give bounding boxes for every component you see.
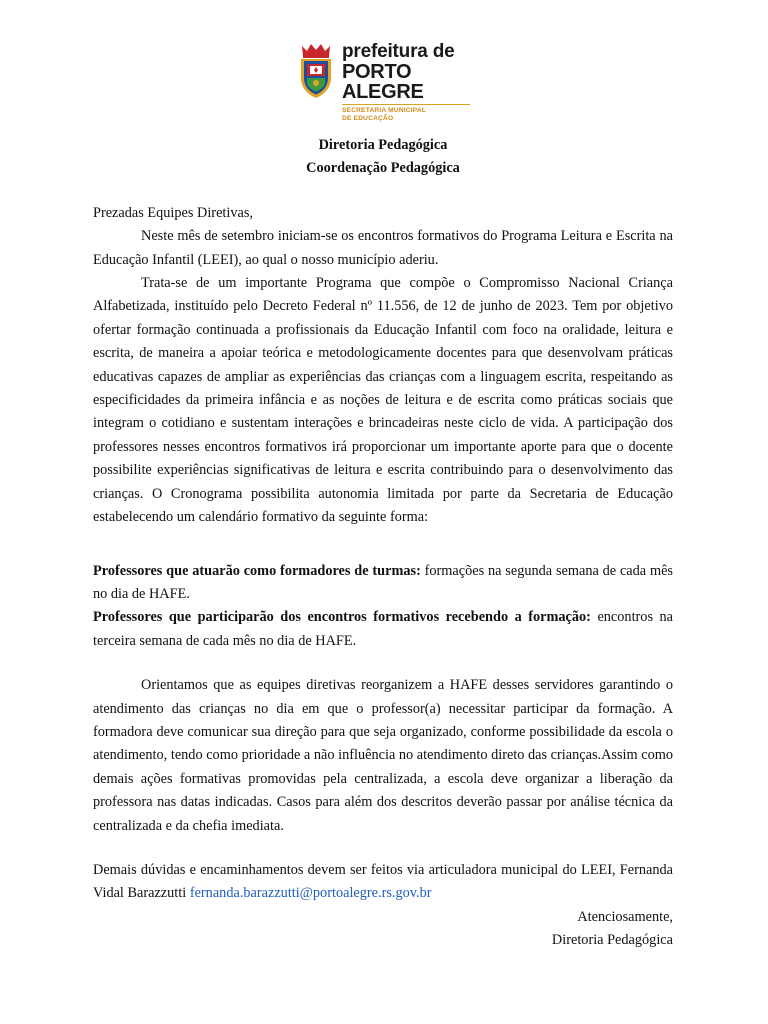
logo-wordmark [342,42,476,123]
contact-paragraph [93,859,673,906]
salutation: Prezadas Equipes Diretivas, [93,204,253,221]
logo-sub2: DE EDUCAÇÃO [342,115,394,122]
schedule-item-1-label: Professores que atuarão como formadores de turmas: [93,562,421,579]
paragraph-2: Trata-se de um importante Programa que compõe o Compromisso Nacional Criança Alfabetizada, instituído pelo Decreto Federal nº 11.556, de 12 de junho de 2023. Tem por objetivo ofertar formação continuada a profissionais da Educação Infantil com foco na oralidade, leitura e escrita, de maneira a apoiar teórica e metodologicamente docentes para que desenvolvam práticas educativas capazes de ampliar as experiências das crianças com a linguagem escrita, respeitando as especificidades da primeira infância e as noções de leitura e de escrita como práticas sociais que integram o cotidiano e sustentam interações e brincadeiras neste ciclo de vida. A participação dos professores nesses encontros formativos irá proporcionar um importante aporte para que o docente possibilite experiências significativas de leitura e escrita contribuindo para o desenvolvimento das crianças. O Cronograma possibilita autonomia limitada por parte da Secretaria de Educação estabelecendo um calendário formativo da seguinte forma: [93,275,673,526]
letter-body [93,134,673,953]
contact-text: Demais dúvidas e encaminhamentos devem ser feitos via articuladora municipal do LEEI, Fernanda Vidal Barazzutti [93,861,673,902]
logo-sub1: SECRETARIA MUNICIPAL [342,107,427,114]
schedule-item-2 [93,606,673,653]
paragraph-1: Neste mês de setembro iniciam-se os encontros formativos do Programa Leitura e Escrita na Educação Infantil (LEEI), ao qual o nosso município aderiu. [93,228,673,268]
schedule-item-1-text: formações na segunda semana de cada mês no dia de HAFE. [93,562,673,602]
porto-alegre-crest-icon [296,42,336,100]
logo-divider [342,104,470,105]
logo-line1: prefeitura de [342,41,455,62]
closing-line-1: Atenciosamente, [577,908,673,925]
title-line1: Diretoria Pedagógica [318,137,448,153]
paragraph-3: Orientamos que as equipes diretivas reorganizem a HAFE desses servidores garantindo o atendimento das crianças no dia em que o professor(a) necessitar participar da formação. A formadora deve comunicar sua direção para que seja organizado, conforme possibilidade da escola o atendimento, tendo como prioridade a não influência no atendimento direto das crianças.Assim como demais ações formativas promovidas pela centralizada, a escola deve organizar a liberação da professora nas datas indicadas. Casos para além dos descritos deverão passar por análise técnica da centralizada e da chefia imediata. [93,677,673,834]
contact-email-link[interactable]: fernanda.barazzutti@portoalegre.rs.gov.br [189,885,432,902]
logo-line2: PORTO ALEGRE [342,61,424,103]
schedule-item-2-text: encontros na terceira semana de cada mês no dia de HAFE. [93,609,674,649]
title-line2: Coordenação Pedagógica [306,160,460,177]
schedule-item-1 [93,560,673,607]
prefeitura-logo [296,41,476,122]
schedule-item-2-label: Professores que participarão dos encontros formativos recebendo a formação: [93,609,591,626]
closing-line-2: Diretoria Pedagógica [551,932,673,949]
